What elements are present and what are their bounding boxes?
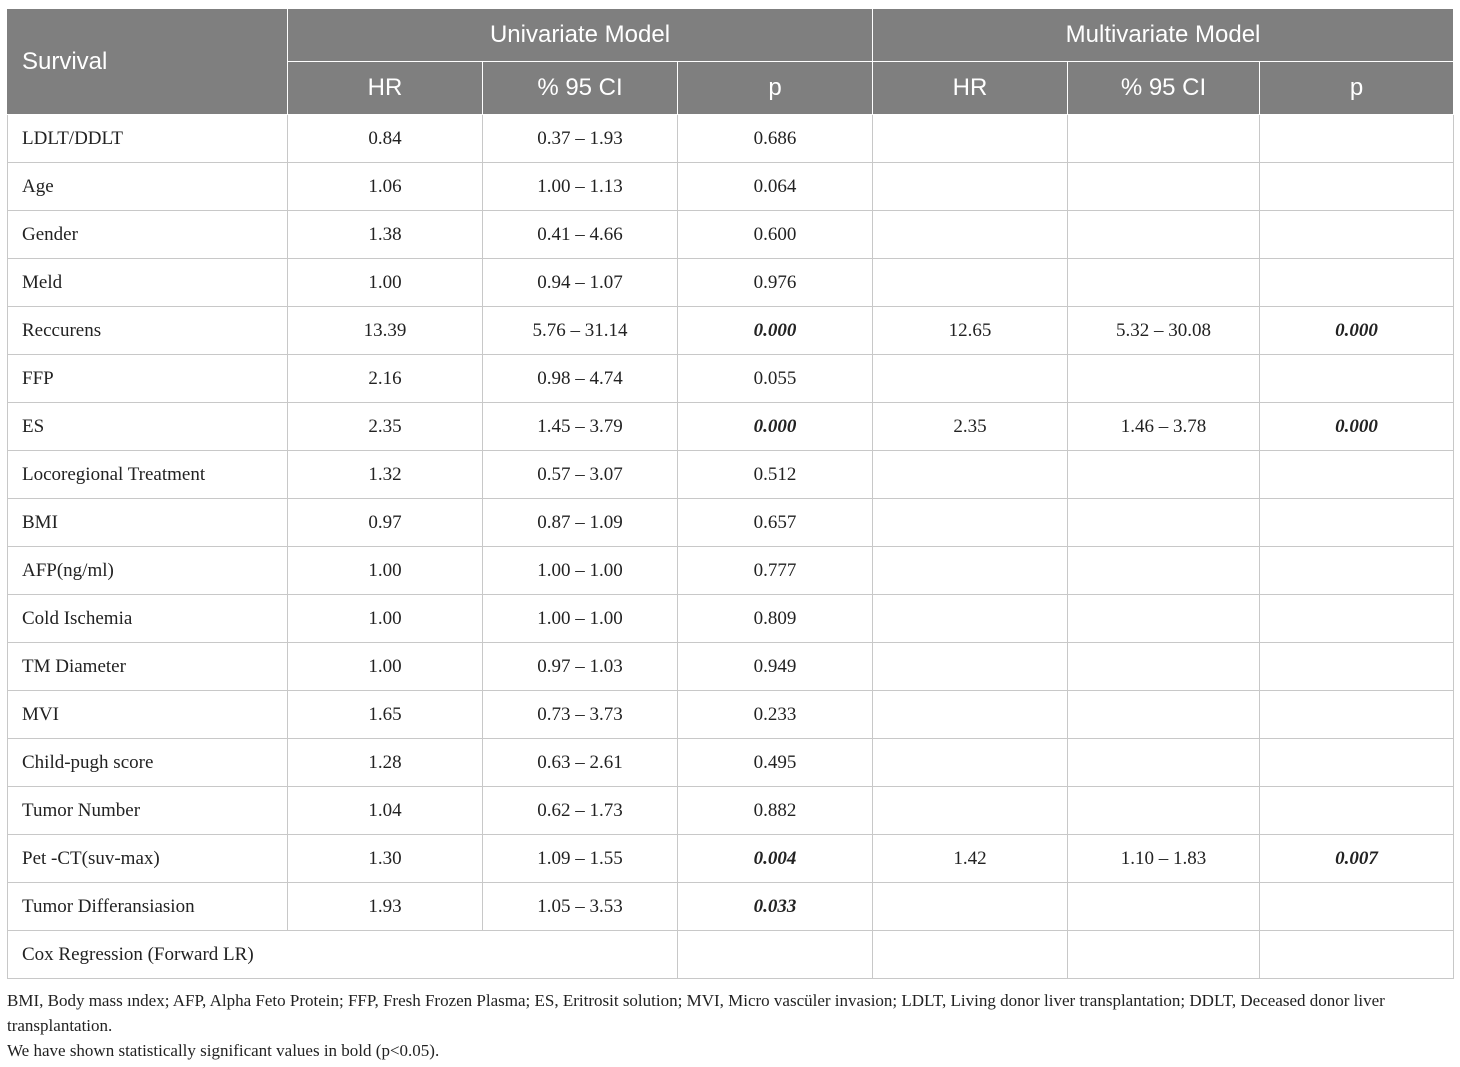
univariate-p-cell: 0.777 bbox=[678, 547, 873, 595]
univariate-p-cell: 0.495 bbox=[678, 739, 873, 787]
table-row bbox=[8, 115, 1454, 163]
multivariate-ci-header: % 95 CI bbox=[1068, 62, 1260, 115]
results-table-container bbox=[7, 8, 1453, 979]
multivariate-hr-cell: 1.42 bbox=[873, 835, 1068, 883]
univariate-hr-cell: 1.00 bbox=[288, 547, 483, 595]
method-note: Cox Regression (Forward LR) bbox=[8, 931, 678, 979]
univariate-hr-cell: 1.32 bbox=[288, 451, 483, 499]
multivariate-p-cell bbox=[1260, 115, 1454, 163]
table-row bbox=[8, 547, 1454, 595]
multivariate-ci-cell bbox=[1068, 787, 1260, 835]
multivariate-p-cell bbox=[1260, 259, 1454, 307]
multivariate-p-cell bbox=[1260, 163, 1454, 211]
row-label: Reccurens bbox=[8, 307, 288, 355]
univariate-ci-cell: 1.05 – 3.53 bbox=[483, 883, 678, 931]
multivariate-ci-cell: 1.46 – 3.78 bbox=[1068, 403, 1260, 451]
table-row bbox=[8, 739, 1454, 787]
univariate-hr-cell: 1.28 bbox=[288, 739, 483, 787]
univariate-ci-cell: 1.45 – 3.79 bbox=[483, 403, 678, 451]
table-cell bbox=[1260, 931, 1454, 979]
univariate-hr-cell: 1.00 bbox=[288, 259, 483, 307]
univariate-p-cell: 0.949 bbox=[678, 643, 873, 691]
multivariate-p-header: p bbox=[1260, 62, 1454, 115]
row-label: ES bbox=[8, 403, 288, 451]
table-row bbox=[8, 643, 1454, 691]
table-row bbox=[8, 259, 1454, 307]
univariate-p-cell: 0.064 bbox=[678, 163, 873, 211]
multivariate-ci-cell: 1.10 – 1.83 bbox=[1068, 835, 1260, 883]
univariate-ci-cell: 0.94 – 1.07 bbox=[483, 259, 678, 307]
multivariate-p-cell bbox=[1260, 355, 1454, 403]
row-label: Child-pugh score bbox=[8, 739, 288, 787]
univariate-p-cell: 0.976 bbox=[678, 259, 873, 307]
univariate-p-cell: 0.004 bbox=[678, 835, 873, 883]
multivariate-p-cell bbox=[1260, 595, 1454, 643]
univariate-ci-cell: 0.97 – 1.03 bbox=[483, 643, 678, 691]
multivariate-p-cell bbox=[1260, 691, 1454, 739]
univariate-ci-cell: 0.87 – 1.09 bbox=[483, 499, 678, 547]
univariate-ci-header: % 95 CI bbox=[483, 62, 678, 115]
table-row bbox=[8, 691, 1454, 739]
multivariate-ci-cell bbox=[1068, 643, 1260, 691]
table-row bbox=[8, 787, 1454, 835]
univariate-p-cell: 0.600 bbox=[678, 211, 873, 259]
univariate-ci-cell: 1.00 – 1.13 bbox=[483, 163, 678, 211]
univariate-hr-cell: 1.38 bbox=[288, 211, 483, 259]
multivariate-hr-cell bbox=[873, 787, 1068, 835]
univariate-hr-cell: 1.00 bbox=[288, 643, 483, 691]
table-cell bbox=[678, 931, 873, 979]
univariate-ci-cell: 1.00 – 1.00 bbox=[483, 595, 678, 643]
multivariate-hr-cell bbox=[873, 163, 1068, 211]
footnote-significance: We have shown statistically significant values in bold (p<0.05). bbox=[7, 1041, 440, 1060]
multivariate-ci-cell bbox=[1068, 259, 1260, 307]
univariate-ci-cell: 0.98 – 4.74 bbox=[483, 355, 678, 403]
multivariate-ci-cell bbox=[1068, 547, 1260, 595]
univariate-ci-cell: 5.76 – 31.14 bbox=[483, 307, 678, 355]
multivariate-p-cell bbox=[1260, 547, 1454, 595]
univariate-p-cell: 0.657 bbox=[678, 499, 873, 547]
multivariate-hr-cell bbox=[873, 259, 1068, 307]
multivariate-ci-cell: 5.32 – 30.08 bbox=[1068, 307, 1260, 355]
table-footnote bbox=[7, 988, 1457, 1063]
row-label: TM Diameter bbox=[8, 643, 288, 691]
univariate-ci-cell: 0.37 – 1.93 bbox=[483, 115, 678, 163]
multivariate-hr-cell bbox=[873, 691, 1068, 739]
univariate-hr-cell: 1.04 bbox=[288, 787, 483, 835]
univariate-p-cell: 0.686 bbox=[678, 115, 873, 163]
row-label: MVI bbox=[8, 691, 288, 739]
multivariate-ci-cell bbox=[1068, 451, 1260, 499]
multivariate-ci-cell bbox=[1068, 883, 1260, 931]
table-row bbox=[8, 451, 1454, 499]
univariate-hr-cell: 0.97 bbox=[288, 499, 483, 547]
multivariate-ci-cell bbox=[1068, 499, 1260, 547]
multivariate-p-cell: 0.000 bbox=[1260, 403, 1454, 451]
univariate-hr-cell: 1.93 bbox=[288, 883, 483, 931]
multivariate-p-cell bbox=[1260, 883, 1454, 931]
multivariate-ci-cell bbox=[1068, 115, 1260, 163]
table-row bbox=[8, 355, 1454, 403]
multivariate-ci-cell bbox=[1068, 691, 1260, 739]
univariate-ci-cell: 0.63 – 2.61 bbox=[483, 739, 678, 787]
multivariate-hr-cell bbox=[873, 739, 1068, 787]
univariate-hr-cell: 1.30 bbox=[288, 835, 483, 883]
row-label: Tumor Number bbox=[8, 787, 288, 835]
multivariate-ci-cell bbox=[1068, 355, 1260, 403]
multivariate-ci-cell bbox=[1068, 211, 1260, 259]
table-row bbox=[8, 883, 1454, 931]
table-row bbox=[8, 499, 1454, 547]
table-row bbox=[8, 163, 1454, 211]
multivariate-hr-cell bbox=[873, 211, 1068, 259]
method-note-row bbox=[8, 931, 1454, 979]
row-label: AFP(ng/ml) bbox=[8, 547, 288, 595]
row-label: LDLT/DDLT bbox=[8, 115, 288, 163]
univariate-p-cell: 0.055 bbox=[678, 355, 873, 403]
univariate-ci-cell: 0.57 – 3.07 bbox=[483, 451, 678, 499]
multivariate-p-cell: 0.007 bbox=[1260, 835, 1454, 883]
multivariate-hr-header: HR bbox=[873, 62, 1068, 115]
row-label: Tumor Differansiasion bbox=[8, 883, 288, 931]
multivariate-header: Multivariate Model bbox=[873, 9, 1454, 62]
univariate-p-cell: 0.233 bbox=[678, 691, 873, 739]
univariate-hr-header: HR bbox=[288, 62, 483, 115]
table-row bbox=[8, 403, 1454, 451]
multivariate-hr-cell: 12.65 bbox=[873, 307, 1068, 355]
table-cell bbox=[1068, 931, 1260, 979]
table-header bbox=[8, 9, 1454, 115]
table-row bbox=[8, 307, 1454, 355]
table-row bbox=[8, 835, 1454, 883]
multivariate-hr-cell bbox=[873, 499, 1068, 547]
univariate-ci-cell: 0.41 – 4.66 bbox=[483, 211, 678, 259]
multivariate-hr-cell bbox=[873, 547, 1068, 595]
multivariate-p-cell bbox=[1260, 451, 1454, 499]
row-label: Age bbox=[8, 163, 288, 211]
univariate-p-cell: 0.000 bbox=[678, 307, 873, 355]
table-cell bbox=[873, 931, 1068, 979]
multivariate-p-cell bbox=[1260, 499, 1454, 547]
cox-regression-table bbox=[7, 8, 1454, 979]
row-label: Pet -CT(suv-max) bbox=[8, 835, 288, 883]
univariate-p-cell: 0.809 bbox=[678, 595, 873, 643]
multivariate-hr-cell bbox=[873, 115, 1068, 163]
multivariate-hr-cell: 2.35 bbox=[873, 403, 1068, 451]
univariate-ci-cell: 0.73 – 3.73 bbox=[483, 691, 678, 739]
row-label: Locoregional Treatment bbox=[8, 451, 288, 499]
multivariate-hr-cell bbox=[873, 355, 1068, 403]
univariate-hr-cell: 2.16 bbox=[288, 355, 483, 403]
survival-header: Survival bbox=[8, 9, 288, 115]
multivariate-p-cell bbox=[1260, 739, 1454, 787]
table-row bbox=[8, 211, 1454, 259]
multivariate-p-cell bbox=[1260, 643, 1454, 691]
row-label: Gender bbox=[8, 211, 288, 259]
multivariate-p-cell bbox=[1260, 787, 1454, 835]
univariate-p-cell: 0.882 bbox=[678, 787, 873, 835]
univariate-hr-cell: 2.35 bbox=[288, 403, 483, 451]
row-label: Cold Ischemia bbox=[8, 595, 288, 643]
footnote-abbreviations: BMI, Body mass ındex; AFP, Alpha Feto Protein; FFP, Fresh Frozen Plasma; ES, Eritrosit solution; MVI, Micro vascüler invasion; LDLT, Living donor liver transplantation; DDLT, Deceased donor liver transplantation. bbox=[7, 991, 1385, 1035]
univariate-header: Univariate Model bbox=[288, 9, 873, 62]
univariate-p-cell: 0.033 bbox=[678, 883, 873, 931]
univariate-ci-cell: 0.62 – 1.73 bbox=[483, 787, 678, 835]
univariate-p-header: p bbox=[678, 62, 873, 115]
multivariate-hr-cell bbox=[873, 883, 1068, 931]
univariate-hr-cell: 1.65 bbox=[288, 691, 483, 739]
univariate-p-cell: 0.512 bbox=[678, 451, 873, 499]
table-body bbox=[8, 115, 1454, 979]
univariate-ci-cell: 1.00 – 1.00 bbox=[483, 547, 678, 595]
multivariate-p-cell: 0.000 bbox=[1260, 307, 1454, 355]
univariate-hr-cell: 0.84 bbox=[288, 115, 483, 163]
multivariate-ci-cell bbox=[1068, 739, 1260, 787]
row-label: FFP bbox=[8, 355, 288, 403]
multivariate-hr-cell bbox=[873, 595, 1068, 643]
multivariate-ci-cell bbox=[1068, 595, 1260, 643]
multivariate-ci-cell bbox=[1068, 163, 1260, 211]
univariate-p-cell: 0.000 bbox=[678, 403, 873, 451]
multivariate-p-cell bbox=[1260, 211, 1454, 259]
multivariate-hr-cell bbox=[873, 451, 1068, 499]
row-label: Meld bbox=[8, 259, 288, 307]
univariate-hr-cell: 1.00 bbox=[288, 595, 483, 643]
multivariate-hr-cell bbox=[873, 643, 1068, 691]
univariate-hr-cell: 13.39 bbox=[288, 307, 483, 355]
univariate-ci-cell: 1.09 – 1.55 bbox=[483, 835, 678, 883]
univariate-hr-cell: 1.06 bbox=[288, 163, 483, 211]
table-row bbox=[8, 595, 1454, 643]
row-label: BMI bbox=[8, 499, 288, 547]
